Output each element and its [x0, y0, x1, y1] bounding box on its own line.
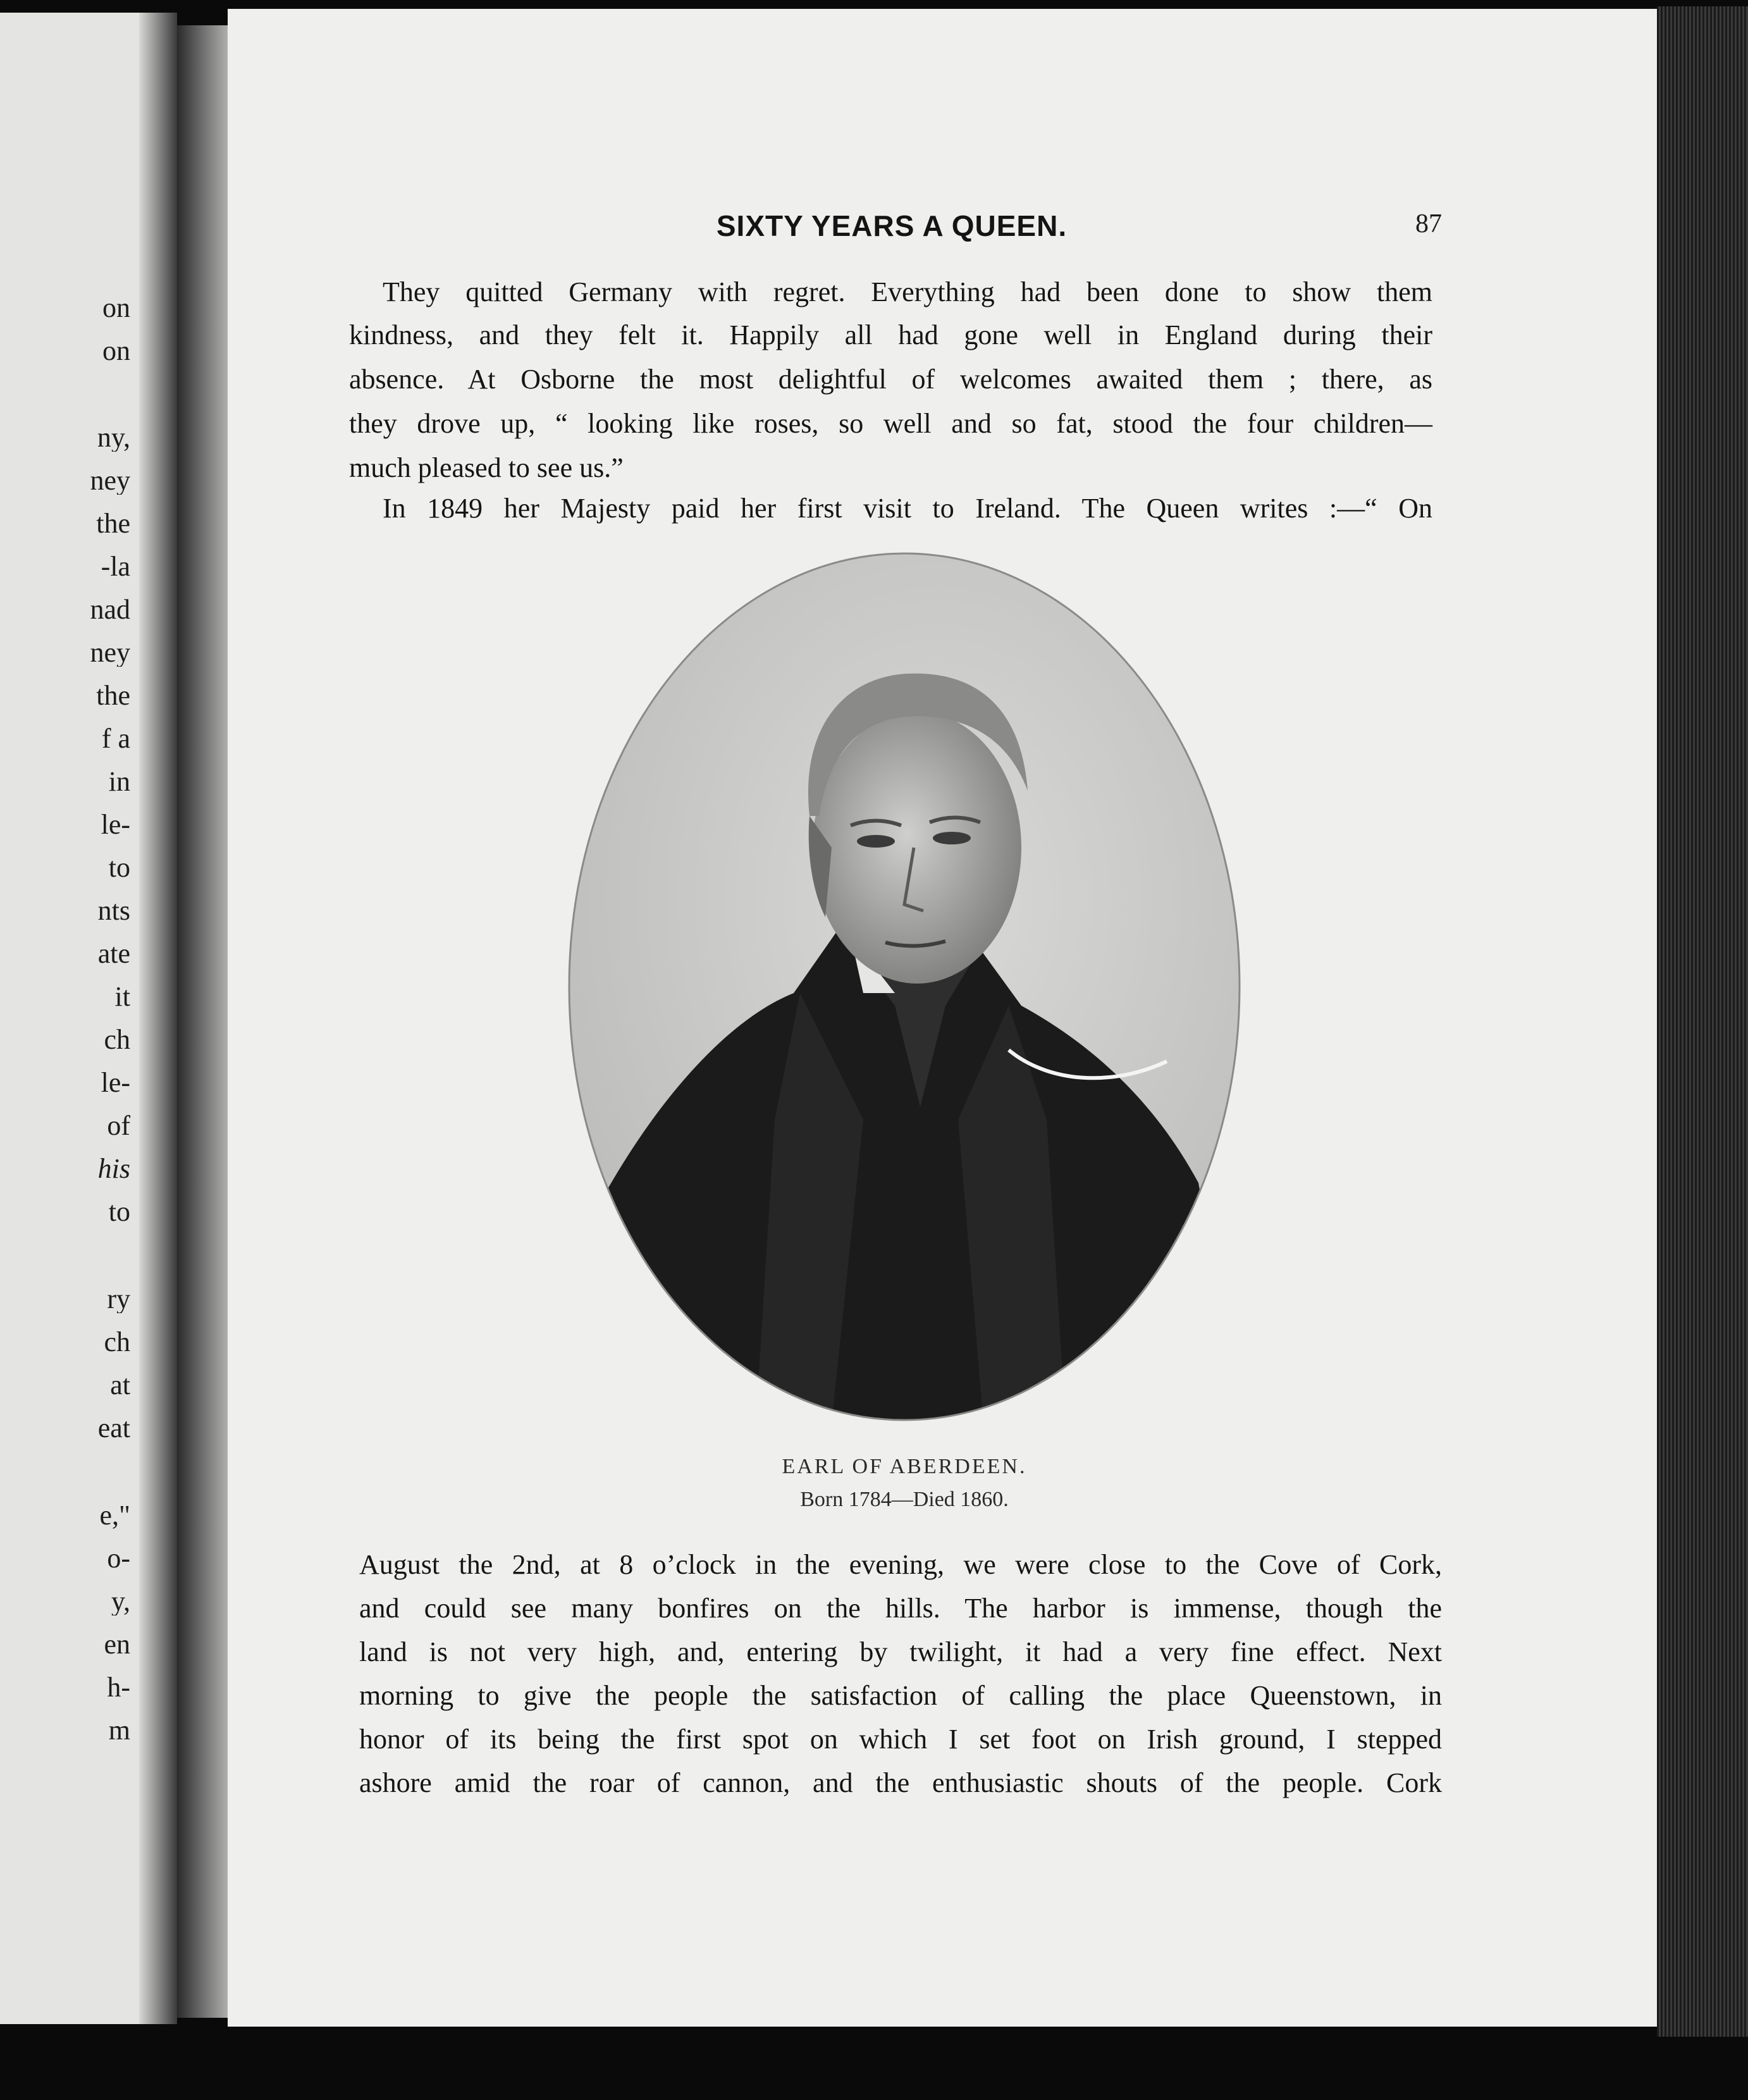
- left-page-fragment: f a: [101, 725, 130, 753]
- left-page-fragment: ney: [90, 639, 130, 667]
- page-edges: [1657, 6, 1748, 2037]
- page-number: 87: [1415, 209, 1442, 238]
- left-page-fragment: ch: [104, 1328, 130, 1356]
- left-page-fragment: nad: [90, 596, 130, 624]
- body-line: August the 2nd, at 8 o’clock in the evening, we were close to the Cove of Cork,: [359, 1549, 1442, 1580]
- body-line: absence. At Osborne the most delightful of welcomes awaited them ; there, as: [349, 364, 1432, 395]
- left-page-fragment: on: [102, 337, 130, 365]
- left-page-fragment: his: [97, 1155, 130, 1183]
- left-page-fragment: ate: [97, 940, 130, 968]
- body-line: morning to give the people the satisfaction of calling the place Queenstown, in: [359, 1680, 1442, 1711]
- left-page-fragment: y,: [111, 1588, 130, 1615]
- body-line: kindness, and they felt it. Happily all had gone well in England during their: [349, 319, 1432, 350]
- left-page-fragment: ry: [107, 1285, 130, 1313]
- left-page-gutter-shadow: [139, 13, 177, 2024]
- body-line: and could see many bonfires on the hills. The harbor is immense, though the: [359, 1593, 1442, 1624]
- left-page-fragment: ch: [104, 1026, 130, 1054]
- left-page-fragment: in: [108, 768, 130, 796]
- body-line: much pleased to see us.”: [349, 452, 624, 483]
- body-line: honor of its being the first spot on which I set foot on Irish ground, I stepped: [359, 1724, 1442, 1755]
- left-page-fragment: of: [107, 1112, 130, 1140]
- running-title: SIXTY YEARS A QUEEN.: [716, 209, 1068, 242]
- body-line: They quitted Germany with regret. Everything had been done to show them: [383, 276, 1432, 307]
- left-page-fragment: en: [104, 1631, 130, 1658]
- body-line: In 1849 her Majesty paid her first visit to Ireland. The Queen writes :—“ On: [383, 493, 1432, 524]
- body-line: ashore amid the roar of cannon, and the enthusiastic shouts of the people. Cork: [359, 1767, 1442, 1798]
- figure-caption-subtitle: Born 1784—Died 1860.: [800, 1488, 1009, 1511]
- left-page-fragment: to: [108, 1198, 130, 1226]
- left-page-fragment: nts: [97, 897, 130, 925]
- left-page-fragment: h-: [107, 1674, 130, 1702]
- body-line: they drove up, “ looking like roses, so well and so fat, stood the four children—: [349, 408, 1432, 439]
- earl-of-aberdeen-portrait: [566, 550, 1243, 1423]
- left-page-fragment: the: [96, 682, 130, 710]
- figure-caption-title: EARL OF ABERDEEN.: [782, 1455, 1027, 1478]
- left-page-fragment: m: [108, 1717, 130, 1745]
- left-page-fragment: the: [96, 510, 130, 538]
- left-page-fragment: eat: [97, 1414, 130, 1442]
- left-page-fragment: on: [102, 294, 130, 322]
- left-page: [0, 13, 177, 2024]
- left-page-fragment: le-: [101, 811, 130, 839]
- portrait-figure: [566, 550, 1243, 1423]
- left-page-fragment: ny,: [97, 424, 130, 452]
- left-page-fragment: le-: [101, 1069, 130, 1097]
- left-page-fragment: at: [110, 1371, 130, 1399]
- left-page-fragment: ney: [90, 467, 130, 495]
- left-page-fragment: o-: [107, 1545, 130, 1572]
- body-line: land is not very high, and, entering by twilight, it had a very fine effect. Next: [359, 1636, 1442, 1667]
- left-page-fragment: e,": [99, 1502, 130, 1529]
- left-page-fragment: it: [114, 983, 130, 1011]
- left-page-fragment: to: [108, 854, 130, 882]
- left-page-fragment: -la: [101, 553, 130, 581]
